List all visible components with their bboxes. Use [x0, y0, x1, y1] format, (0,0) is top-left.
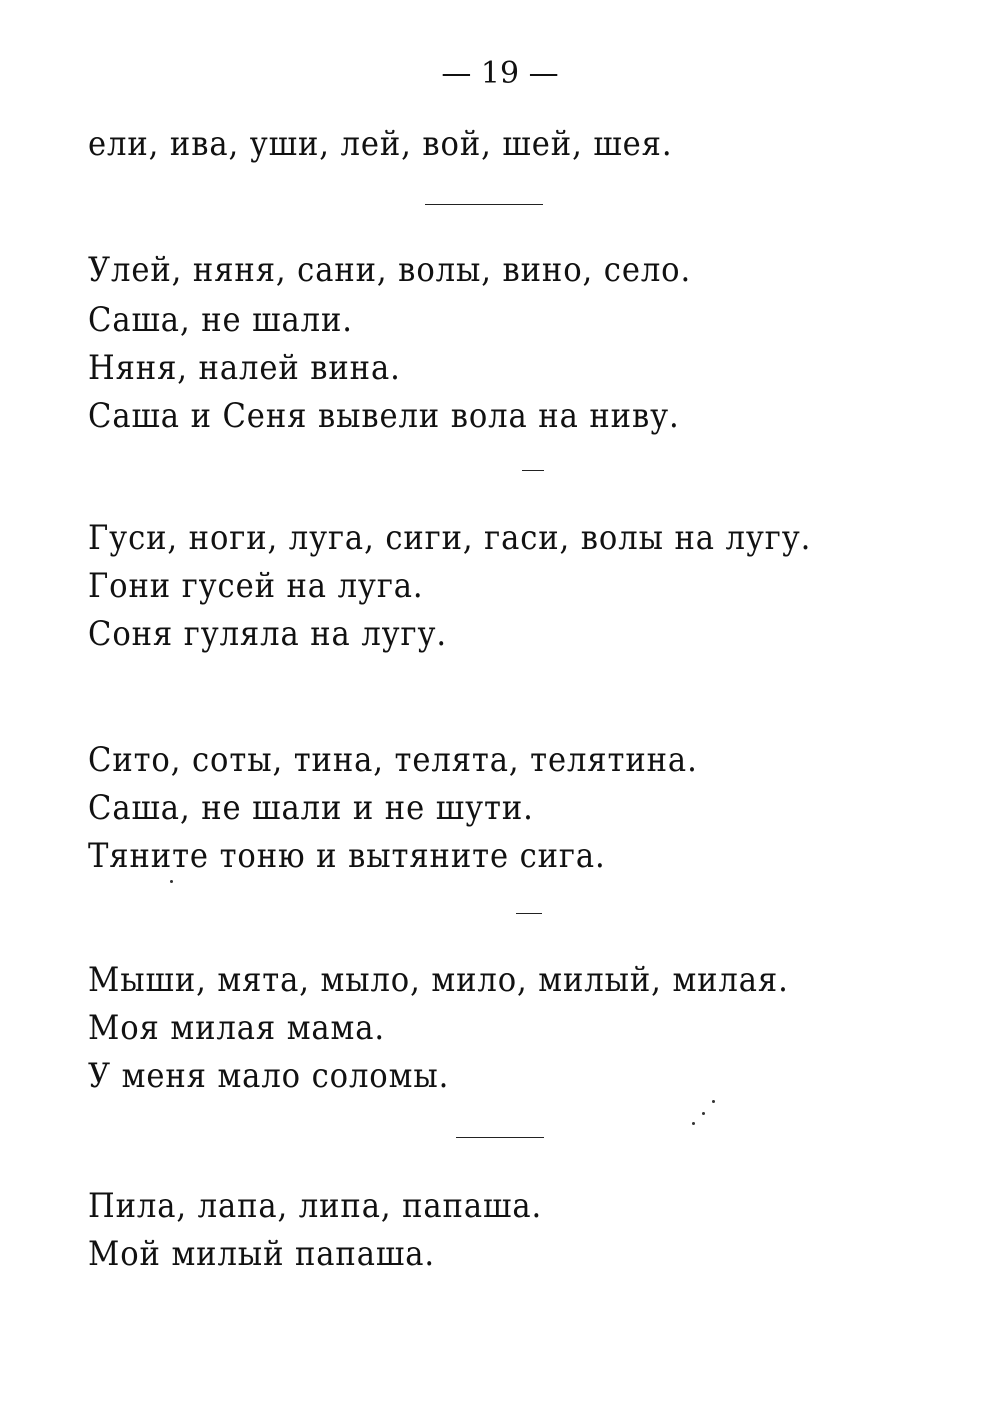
text-line: Мой милый папаша. [88, 1234, 435, 1274]
text-line: ели, ива, уши, лей, вой, шей, шея. [88, 124, 673, 164]
text-line: Гуси, ноги, луга, сиги, гаси, волы на лугу. [88, 518, 812, 558]
text-line: Няня, налей вина. [88, 348, 401, 388]
text-line: Соня гуляла на лугу. [88, 614, 448, 654]
text-line: Гони гусей на луга. [88, 566, 424, 606]
section-divider [425, 204, 543, 205]
page-number: — 19 — [441, 56, 559, 91]
speck [702, 1112, 705, 1115]
text-line: У меня мало соломы. [88, 1056, 450, 1096]
section-divider [516, 913, 542, 914]
text-line: Тяните тоню и вытяните сига. [88, 836, 606, 876]
text-line: Саша, не шали. [88, 300, 353, 340]
text-line: Моя милая мама. [88, 1008, 386, 1048]
text-line: Улей, няня, сани, волы, вино, село. [88, 250, 692, 290]
section-divider [456, 1137, 544, 1138]
speck [170, 880, 173, 883]
text-line: Мыши, мята, мыло, мило, милый, милая. [88, 960, 789, 1000]
speck [712, 1100, 715, 1103]
text-line: Саша, не шали и не шути. [88, 788, 534, 828]
text-line: Саша и Сеня вывели вола на ниву. [88, 396, 680, 436]
section-divider [522, 470, 544, 471]
text-line: Сито, соты, тина, телята, телятина. [88, 740, 698, 780]
speck [692, 1122, 695, 1125]
text-line: Пила, лапа, липа, папаша. [88, 1186, 543, 1226]
